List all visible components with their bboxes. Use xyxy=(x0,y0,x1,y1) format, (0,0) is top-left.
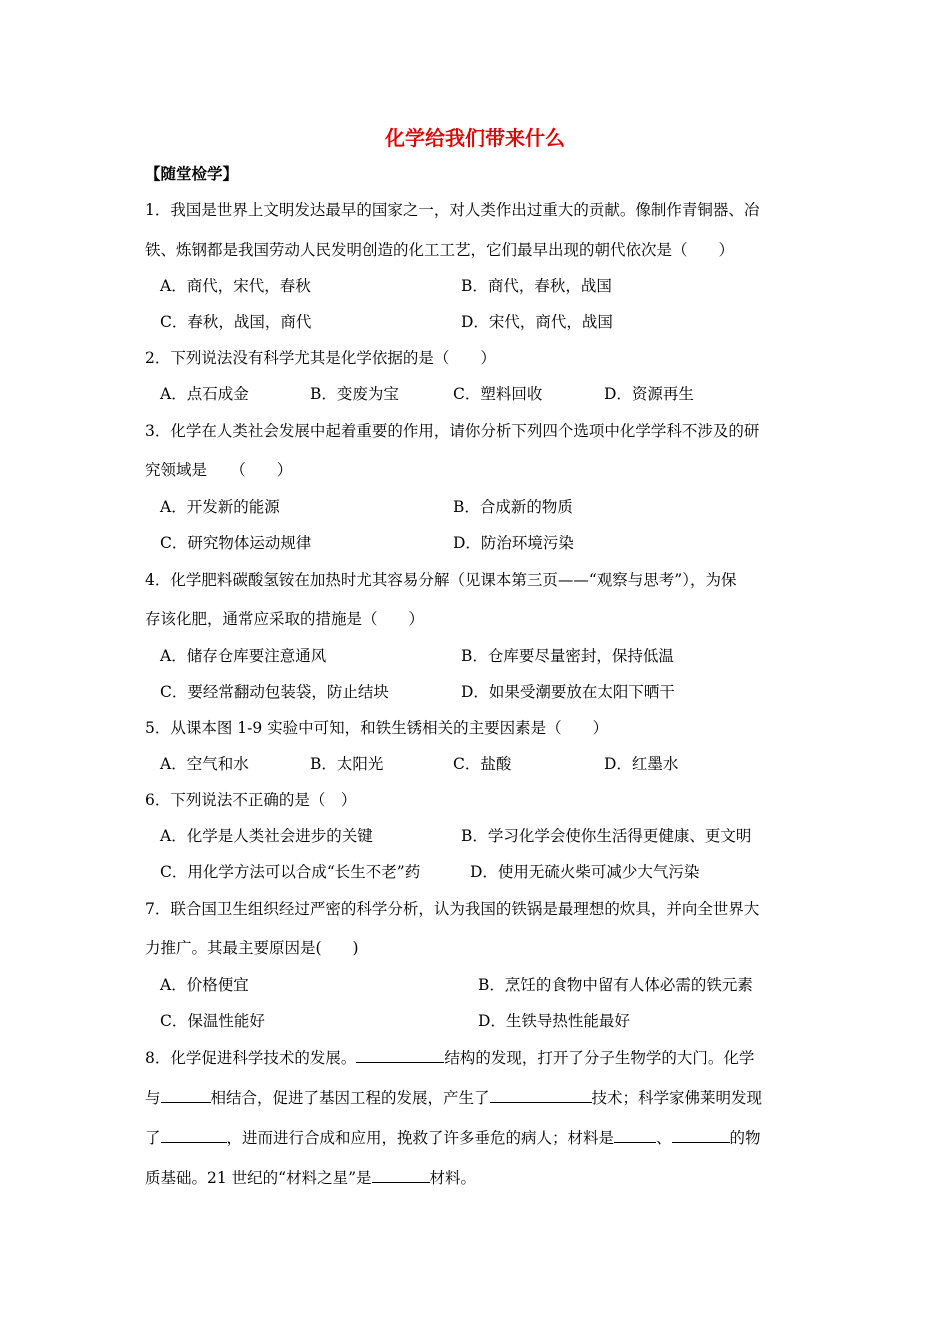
question-7-option-c: C．保温性能好 xyxy=(160,1012,265,1030)
question-7-option-a: A．价格便宜 xyxy=(160,976,249,994)
question-6-option-c: C．用化学方法可以合成“长生不老”药 xyxy=(160,863,421,881)
question-1-option-b: B．商代，春秋，战国 xyxy=(461,277,612,295)
question-8-text: 、 xyxy=(656,1129,672,1147)
question-4-option-b: B．仓库要尽量密封，保持低温 xyxy=(461,647,674,665)
answer-blank[interactable] xyxy=(356,1046,444,1063)
answer-blank[interactable] xyxy=(372,1166,430,1183)
question-8-line3 xyxy=(145,1126,815,1150)
question-3-option-c: C．研究物体运动规律 xyxy=(160,534,312,552)
question-8-line1 xyxy=(145,1046,815,1070)
question-8-line4 xyxy=(145,1166,815,1190)
question-2-option-a: A．点石成金 xyxy=(160,385,249,403)
question-8-text: ，进而进行合成和应用，挽救了许多垂危的病人；材料是 xyxy=(226,1129,615,1147)
question-3-option-d: D．防治环境污染 xyxy=(453,534,574,552)
question-3-stem-line2: 究领域是 （ ） xyxy=(145,461,293,479)
answer-blank[interactable] xyxy=(614,1126,656,1143)
question-8-text: 的物 xyxy=(729,1129,761,1147)
question-1-stem-line1: 1．我国是世界上文明发达最早的国家之一，对人类作出过重大的贡献。像制作青铜器、冶 xyxy=(145,201,760,219)
page-title: 化学给我们带来什么 xyxy=(385,126,565,150)
question-2-option-c: C．塑料回收 xyxy=(453,385,543,403)
answer-blank[interactable] xyxy=(490,1086,592,1103)
answer-blank[interactable] xyxy=(161,1126,227,1143)
question-4-stem-line2: 存该化肥，通常应采取的措施是（ ） xyxy=(145,610,425,628)
question-8-text: 材料。 xyxy=(429,1169,477,1187)
question-3-option-a: A．开发新的能源 xyxy=(160,498,280,516)
question-8-text: 相结合，促进了基因工程的发展，产生了 xyxy=(210,1089,490,1107)
question-6-option-d: D．使用无硫火柴可减少大气污染 xyxy=(470,863,700,881)
question-8-text: 结构的发现，打开了分子生物学的大门。化学 xyxy=(444,1049,755,1067)
question-5-stem: 5．从课本图 1-9 实验中可知，和铁生锈相关的主要因素是（ ） xyxy=(145,719,609,737)
question-7-option-d: D．生铁导热性能最好 xyxy=(478,1012,630,1030)
question-4-stem-line1: 4．化学肥料碳酸氢铵在加热时尤其容易分解（见课本第三页——“观察与思考”），为保 xyxy=(145,571,737,589)
question-1-option-a: A．商代，宋代，春秋 xyxy=(160,277,311,295)
question-8-line2 xyxy=(145,1086,815,1110)
question-6-stem: 6．下列说法不正确的是（ ） xyxy=(145,791,357,809)
question-7-stem-line2: 力推广。其最主要原因是( ) xyxy=(145,939,359,957)
question-8-text: 与 xyxy=(145,1089,161,1107)
question-3-option-b: B．合成新的物质 xyxy=(453,498,573,516)
question-6-option-b: B．学习化学会使你生活得更健康、更文明 xyxy=(461,827,752,845)
question-8-text: 了 xyxy=(145,1129,161,1147)
question-2-option-d: D．资源再生 xyxy=(604,385,694,403)
question-7-option-b: B．烹饪的食物中留有人体必需的铁元素 xyxy=(478,976,753,994)
question-1-option-c: C．春秋，战国，商代 xyxy=(160,313,312,331)
question-6-option-a: A．化学是人类社会进步的关键 xyxy=(160,827,373,845)
question-4-option-c: C．要经常翻动包装袋，防止结块 xyxy=(160,683,389,701)
question-2-option-b: B．变废为宝 xyxy=(310,385,399,403)
question-3-stem-line1: 3．化学在人类社会发展中起着重要的作用，请你分析下列四个选项中化学学科不涉及的研 xyxy=(145,422,760,440)
answer-blank[interactable] xyxy=(161,1086,211,1103)
question-5-option-a: A．空气和水 xyxy=(160,755,249,773)
question-5-option-d: D．红墨水 xyxy=(604,755,679,773)
question-7-stem-line1: 7．联合国卫生组织经过严密的科学分析，认为我国的铁锅是最理想的炊具，并向全世界大 xyxy=(145,900,760,918)
question-8-text: 8．化学促进科学技术的发展。 xyxy=(145,1049,357,1067)
section-heading: 【随堂检学】 xyxy=(145,165,239,183)
question-8-text: 技术；科学家佛莱明发现 xyxy=(591,1089,763,1107)
answer-blank[interactable] xyxy=(672,1126,730,1143)
question-2-stem: 2．下列说法没有科学尤其是化学依据的是（ ） xyxy=(145,349,496,367)
question-1-option-d: D．宋代，商代，战国 xyxy=(461,313,613,331)
question-1-stem-line2: 铁、炼钢都是我国劳动人民发明创造的化工工艺，它们最早出现的朝代依次是（ ） xyxy=(145,241,735,259)
question-5-option-b: B．太阳光 xyxy=(310,755,384,773)
question-8-text: 质基础。21 世纪的“材料之星”是 xyxy=(145,1169,372,1187)
question-4-option-d: D．如果受潮要放在太阳下晒干 xyxy=(461,683,675,701)
question-5-option-c: C．盐酸 xyxy=(453,755,512,773)
question-4-option-a: A．储存仓库要注意通风 xyxy=(160,647,327,665)
